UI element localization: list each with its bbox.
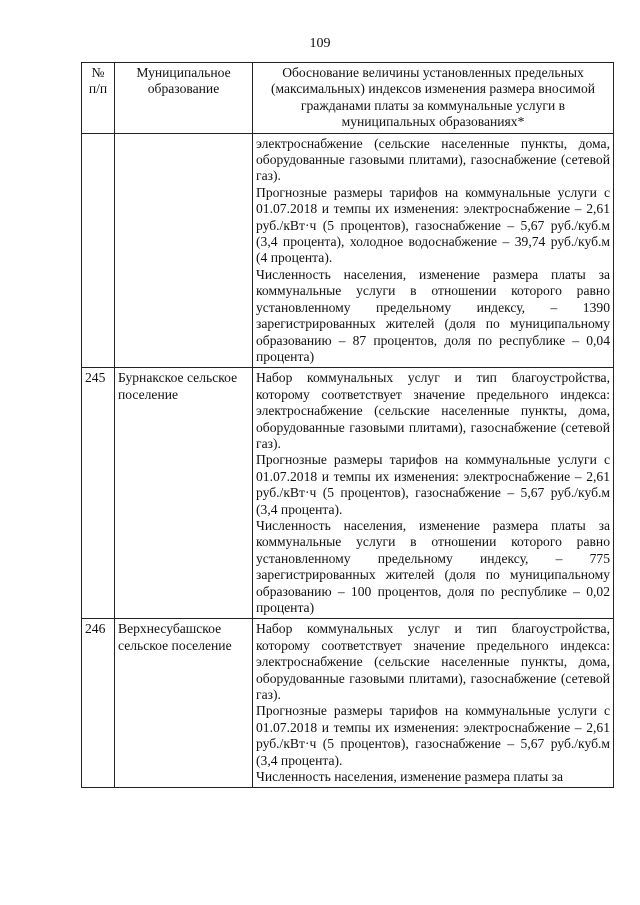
page-number: 109: [309, 36, 331, 51]
table-row: [82, 619, 614, 788]
header-number: № п/п: [82, 63, 115, 134]
justification-paragraph: Прогнозные размеры тарифов на коммунальные услуги с 01.07.2018 и темпы их изменения: электроснабжение – 2,61 руб./кВт·ч (5 процентов), газоснабжение – 5,67 руб./куб.м (3,4 процента).: [256, 703, 610, 768]
tariff-index-table: [81, 62, 614, 788]
justification-paragraph: Численность населения, изменение размера платы за: [256, 769, 564, 785]
justification-paragraph: Набор коммунальных услуг и тип благоустройства, которому соответствует значение предельного индекса: электроснабжение (сельские населенные пункты, дома, оборудованные газовыми плитами), газоснабжение (сетевой газ).: [256, 621, 610, 703]
row-municipality: [115, 133, 253, 368]
row-justification: [253, 133, 614, 368]
justification-paragraph: Прогнозные размеры тарифов на коммунальные услуги с 01.07.2018 и темпы их изменения: электроснабжение – 2,61 руб./кВт·ч (5 процентов), газоснабжение – 5,67 руб./куб.м (3,4 процента).: [256, 452, 610, 517]
row-number: 245: [82, 368, 115, 619]
row-number: 246: [82, 619, 115, 788]
row-municipality: Верхнесубашское сельское поселение: [115, 619, 253, 788]
justification-paragraph: Численность населения, изменение размера платы за коммунальные услуги в отношении которого равно установленному предельному индексу, – 775 зарегистрированных жителей (доля по муниципальному образованию – 100 процентов, доля по республике – 0,02 процента): [256, 517, 610, 615]
justification-paragraph: электроснабжение (сельские населенные пункты, дома, оборудованные газовыми плитами), газоснабжение (сетевой газ).: [256, 135, 610, 184]
row-justification: [253, 619, 614, 788]
table-row: [82, 133, 614, 368]
row-justification: [253, 368, 614, 619]
row-number: [82, 133, 115, 368]
justification-paragraph: Прогнозные размеры тарифов на коммунальные услуги с 01.07.2018 и темпы их изменения: электроснабжение – 2,61 руб./кВт·ч (5 процентов), газоснабжение – 5,67 руб./куб.м (3,4 процента), холодное водоснабжение – 39,74 руб./куб.м (4 процента).: [256, 184, 610, 266]
table-header-row: [82, 63, 614, 134]
justification-paragraph: Численность населения, изменение размера платы за коммунальные услуги в отношении которого равно установленному предельному индексу, – 1390 зарегистрированных жителей (доля по муниципальному образованию – 87 процентов, доля по республике – 0,04 процента): [256, 266, 610, 364]
row-municipality: Бурнакское сельское поселение: [115, 368, 253, 619]
header-municipality: Муниципальное образование: [115, 63, 253, 134]
justification-paragraph: Набор коммунальных услуг и тип благоустройства, которому соответствует значение предельного индекса: электроснабжение (сельские населенные пункты, дома, оборудованные газовыми плитами), газоснабжение (сетевой газ).: [256, 370, 610, 451]
header-justification: Обоснование величины установленных предельных (максимальных) индексов изменения размера вносимой гражданами платы за коммунальные услуги в муниципальных образованиях*: [253, 63, 614, 134]
table-row: [82, 368, 614, 619]
